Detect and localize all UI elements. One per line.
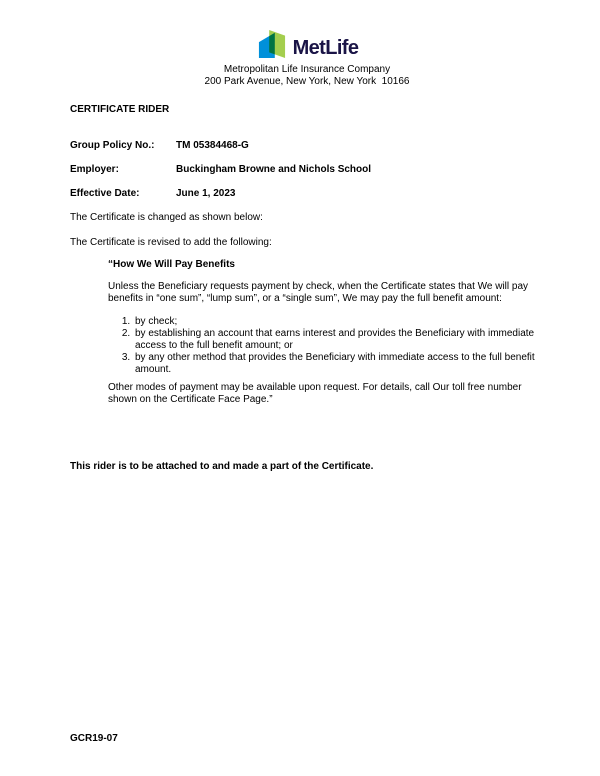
policy-info-block (70, 140, 544, 200)
metlife-m-icon (256, 30, 288, 58)
rider-provision-section (108, 259, 545, 406)
attachment-note: This rider is to be attached to and made a part of the Certificate. (70, 461, 374, 472)
metlife-logo (256, 30, 359, 58)
effective-date-label: Effective Date: (70, 188, 140, 199)
section-heading: “How We Will Pay Benefits (108, 259, 235, 270)
payment-methods-list (108, 316, 545, 376)
form-number: GCR19-07 (70, 733, 118, 744)
employer-label: Employer: (70, 164, 119, 175)
benefit-payment-paragraph: Unless the Beneficiary requests payment by check, when the Certificate states that We will pay benefits in “one sum”, “lump sum”, or a “single sum”, We may pay the full benefit amount: (108, 281, 529, 304)
list-item: 2. by establishing an account that earns interest and provides the Beneficiary with immediate access to the full benefit amount; or (133, 328, 545, 352)
other-modes-paragraph: Other modes of payment may be available upon request. For details, call Our toll free number shown on the Certificate Face Page.” (108, 382, 522, 405)
effective-date-value: June 1, 2023 (176, 188, 236, 199)
policy-number-value: TM 05384468-G (176, 140, 249, 151)
company-name-line: Metropolitan Life Insurance Company (223, 64, 391, 75)
policy-number-label: Group Policy No.: (70, 140, 155, 151)
employer-value: Buckingham Browne and Nichols School (176, 164, 372, 175)
list-item: 3. by any other method that provides the Beneficiary with immediate access to the full benefit amount. (133, 352, 545, 376)
policy-number-row (70, 140, 544, 152)
page-title: CERTIFICATE RIDER (70, 104, 170, 115)
company-address-line: 200 Park Avenue, New York, New York 10166 (204, 76, 410, 87)
metlife-wordmark: MetLife (292, 37, 359, 59)
document-header (70, 30, 544, 88)
employer-row (70, 164, 544, 176)
certificate-revised-line: The Certificate is revised to add the following: (70, 237, 272, 248)
effective-date-row (70, 188, 544, 200)
certificate-changed-line: The Certificate is changed as shown below: (70, 212, 263, 223)
list-item: 1. by check; (133, 316, 545, 328)
